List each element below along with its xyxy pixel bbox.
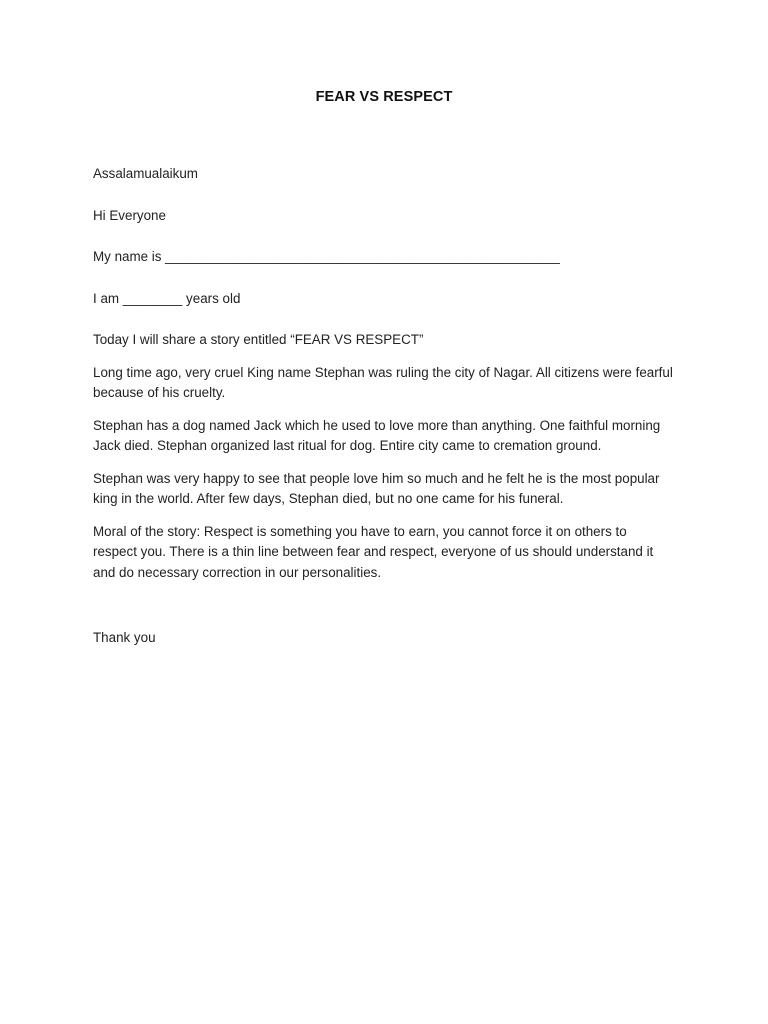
story-paragraph: Stephan was very happy to see that people love him so much and he felt he is the most popular king in the world. After few days, Stephan died, but no one came for his funeral. <box>93 470 660 506</box>
document-body <box>93 164 673 649</box>
greeting-line: Assalamualaikum <box>93 166 198 181</box>
moral-paragraph: Moral of the story: Respect is something you have to earn, you cannot force it on others to respect you. There is a thin line between fear and respect, everyone of us should understand it and do necessary correction in our personalities. <box>93 523 654 580</box>
story-paragraph: Long time ago, very cruel King name Stephan was ruling the city of Nagar. All citizens were fearful because of his cruelty. <box>93 364 673 400</box>
closing-line: Thank you <box>93 630 156 645</box>
intro-line: Today I will share a story entitled “FEAR VS RESPECT” <box>93 332 424 347</box>
document-title: FEAR VS RESPECT <box>315 89 453 105</box>
name-line: My name is _____________________________________________________ <box>93 249 560 264</box>
age-line: I am ________ years old <box>93 290 241 306</box>
salutation-line: Hi Everyone <box>93 207 166 223</box>
story-paragraph: Stephan has a dog named Jack which he used to love more than anything. One faithful morning Jack died. Stephan organized last ritual for dog. Entire city came to cremation ground. <box>93 417 661 453</box>
